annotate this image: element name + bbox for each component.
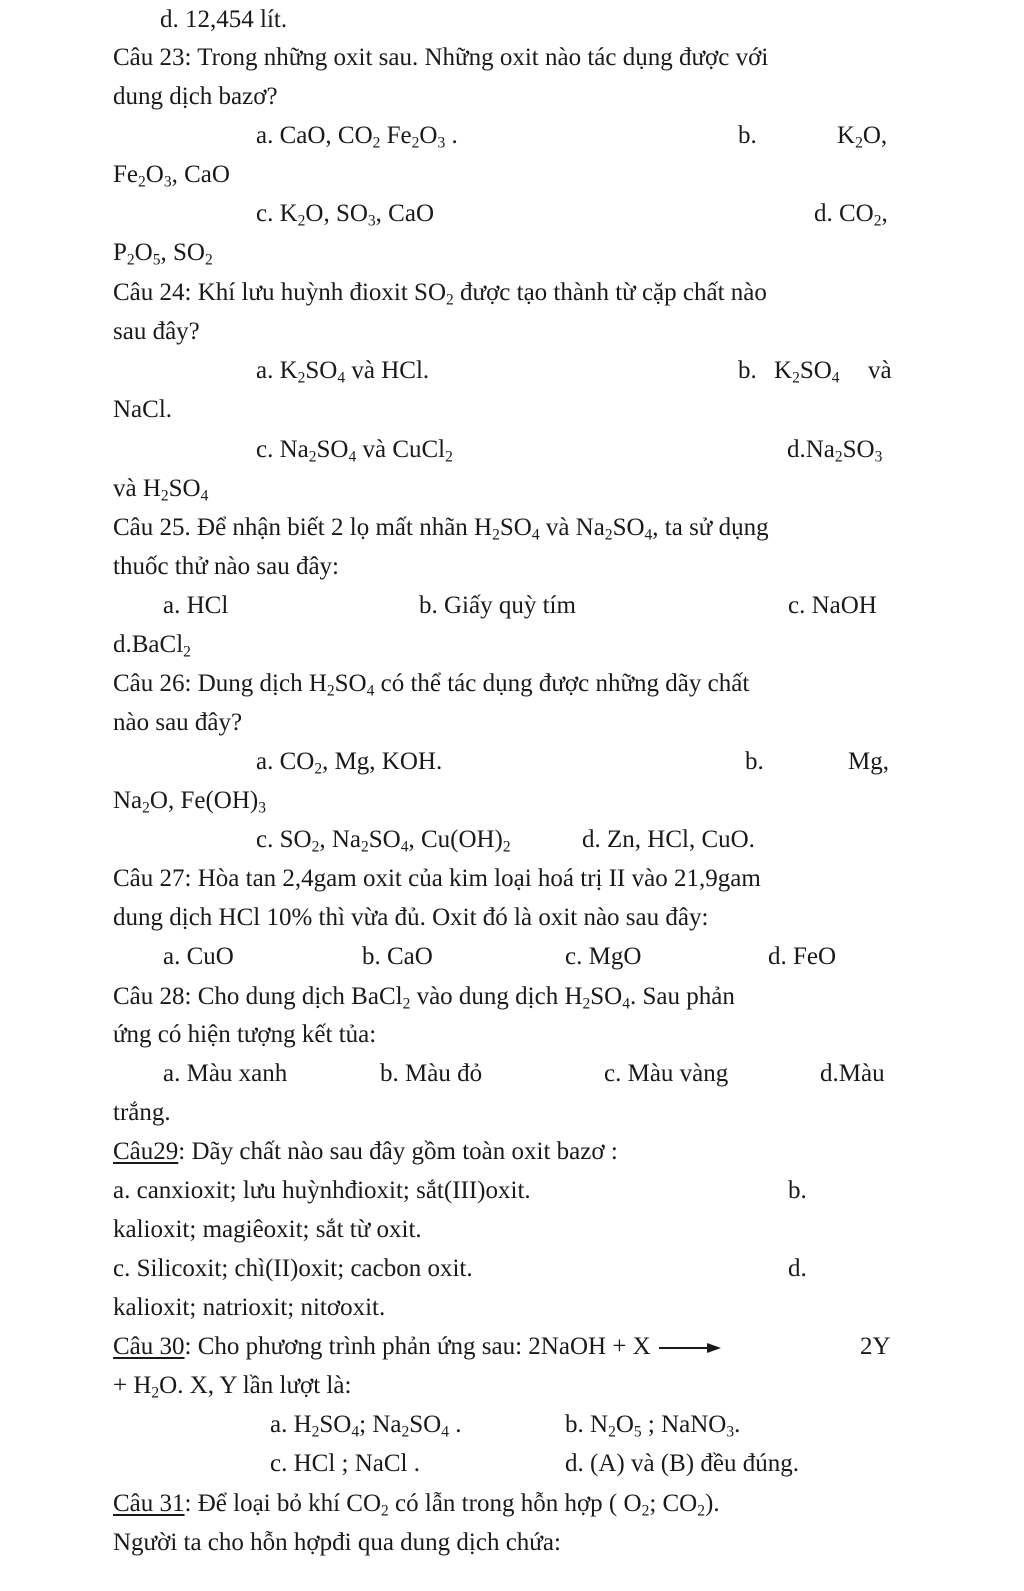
q29-label: Câu29 <box>113 1138 179 1165</box>
q23-option-c: c. $K_2O$, $SO_3$, CaO <box>256 200 434 230</box>
q23-option-b-cont: $Fe_2O_3$, CaO <box>113 161 230 191</box>
q28-option-c: c. Màu vàng <box>604 1060 729 1087</box>
q25-stem-line1: Câu 25. Để nhận biết 2 lọ mất nhãn $H_2SO_4$ và $Na_2SO_4$, ta sử dụng <box>113 514 769 544</box>
q25-option-c: c. NaOH <box>788 592 877 619</box>
q25-option-a: a. HCl <box>163 592 229 619</box>
q24-option-b-start: $K_2SO_4$ <box>774 357 840 387</box>
q23-option-b-label: b. <box>738 122 757 149</box>
q23-stem-line2: dung dịch bazơ? <box>113 83 278 110</box>
q27-option-b: b. CaO <box>362 943 433 970</box>
q24-option-d-cont: và $H_2SO_4$ <box>113 475 209 505</box>
q22-option-d: d. 12,454 lít. <box>160 6 288 33</box>
q29-option-c: c. Silicoxit; chì(II)oxit; cacbon oxit. <box>113 1255 473 1282</box>
q23-option-d-cont: $P_2O_5$, $SO_2$ <box>113 239 213 269</box>
q26-stem-line2: nào sau đây? <box>113 709 243 736</box>
q26-option-c: c. $SO_2$, $Na_2SO_4$, $Cu(OH)_2$ <box>256 826 511 856</box>
q30-stem-line1: Câu 30: Cho phương trình phản ứng sau: 2NaOH + X <box>113 1332 721 1362</box>
q26-option-d: d. Zn, HCl, CuO. <box>582 826 755 853</box>
q26-stem-line1: Câu 26: Dung dịch $H_2SO_4$ có thể tác dụng được những dãy chất <box>113 670 750 700</box>
q24-option-a: a. $K_2SO_4$ và HCl. <box>256 357 430 387</box>
q29-option-d-label: d. <box>788 1255 807 1282</box>
q26-option-a: a. $CO_2$, Mg, KOH. <box>256 748 443 778</box>
q28-option-d-start: d.Màu <box>820 1060 885 1087</box>
q31-label: Câu 31 <box>113 1490 185 1517</box>
reaction-arrow-icon <box>659 1342 721 1354</box>
q29-option-a: a. canxioxit; lưu huỳnhđioxit; sắt(III)oxit. <box>113 1177 531 1204</box>
q27-stem-line2: dung dịch HCl 10% thì vừa đủ. Oxit đó là oxit nào sau đây: <box>113 904 709 931</box>
q27-option-c: c. MgO <box>565 943 642 970</box>
q30-option-b: b. $N_2O_5$ ; NaNO$_3$. <box>565 1411 741 1441</box>
q23-option-d-start: d. $CO_2$, <box>814 200 888 230</box>
q24-option-c: c. $Na_2SO_4$ và CuCl$_2$ <box>256 436 453 466</box>
q24-option-d-start: $d.Na_2SO_3$ <box>787 436 883 466</box>
q31-stem-line1: Câu 31: Để loại bỏ khí $CO_2$ có lẫn trong hỗn hợp ( $O_2$; $CO_2$). <box>113 1490 720 1520</box>
q29-stem: Câu29: Dãy chất nào sau đây gồm toàn oxit bazơ : <box>113 1138 618 1165</box>
q26-option-b-cont: $Na_2O$, $Fe(OH)_3$ <box>113 787 266 817</box>
q24-option-b-label: b. <box>738 357 757 384</box>
q25-stem-line2: thuốc thử nào sau đây: <box>113 553 340 580</box>
q28-option-b: b. Màu đỏ <box>380 1060 483 1087</box>
q23-stem-line1: Câu 23: Trong những oxit sau. Những oxit nào tác dụng được với <box>113 44 769 71</box>
q30-option-c: c. HCl ; NaCl . <box>270 1450 420 1477</box>
q24-option-b-cont: NaCl. <box>113 396 173 423</box>
q24-option-b-connector: và <box>868 357 892 384</box>
q28-option-d-cont: trắng. <box>113 1099 171 1126</box>
q29-option-d-cont: kalioxit; natrioxit; nitơoxit. <box>113 1294 386 1321</box>
q25-option-b: b. Giấy quỳ tím <box>419 592 576 619</box>
q26-option-b-start: Mg, <box>848 748 889 775</box>
q28-stem-line1: Câu 28: Cho dung dịch BaCl$_2$ vào dung dịch $H_2SO_4$. Sau phản <box>113 983 735 1013</box>
q23-option-a: a. CaO, $CO_2$ $Fe_2O_3$ . <box>256 122 458 152</box>
q26-option-b-label: b. <box>745 748 764 775</box>
q24-stem-line2: sau đây? <box>113 318 200 345</box>
q29-option-b-cont: kalioxit; magiêoxit; sắt từ oxit. <box>113 1216 422 1243</box>
q30-option-a: a. $H_2SO_4$; $Na_2SO_4$ . <box>270 1411 462 1441</box>
q30-stem-line2: + $H_2O$. X, Y lần lượt là: <box>113 1372 352 1402</box>
q31-stem-line2: Người ta cho hỗn hợpđi qua dung dịch chứa: <box>113 1529 561 1556</box>
q27-stem-line1: Câu 27: Hòa tan 2,4gam oxit của kim loại hoá trị II vào 21,9gam <box>113 865 761 892</box>
q30-label: Câu 30 <box>113 1333 185 1360</box>
q24-stem-line1: Câu 24: Khí lưu huỳnh đioxit $SO_2$ được tạo thành từ cặp chất nào <box>113 279 767 309</box>
q28-option-a: a. Màu xanh <box>163 1060 288 1087</box>
q27-option-a: a. CuO <box>163 943 234 970</box>
q23-option-b-start: $K_2O$, <box>837 122 888 152</box>
q27-option-d: d. FeO <box>768 943 837 970</box>
q29-option-b-label: b. <box>788 1177 807 1204</box>
q30-option-d: d. (A) và (B) đều đúng. <box>565 1450 799 1477</box>
q30-product: 2Y <box>860 1333 891 1360</box>
q25-option-d: d.BaCl$_2$ <box>113 631 191 661</box>
q28-stem-line2: ứng có hiện tượng kết tủa: <box>113 1021 377 1048</box>
